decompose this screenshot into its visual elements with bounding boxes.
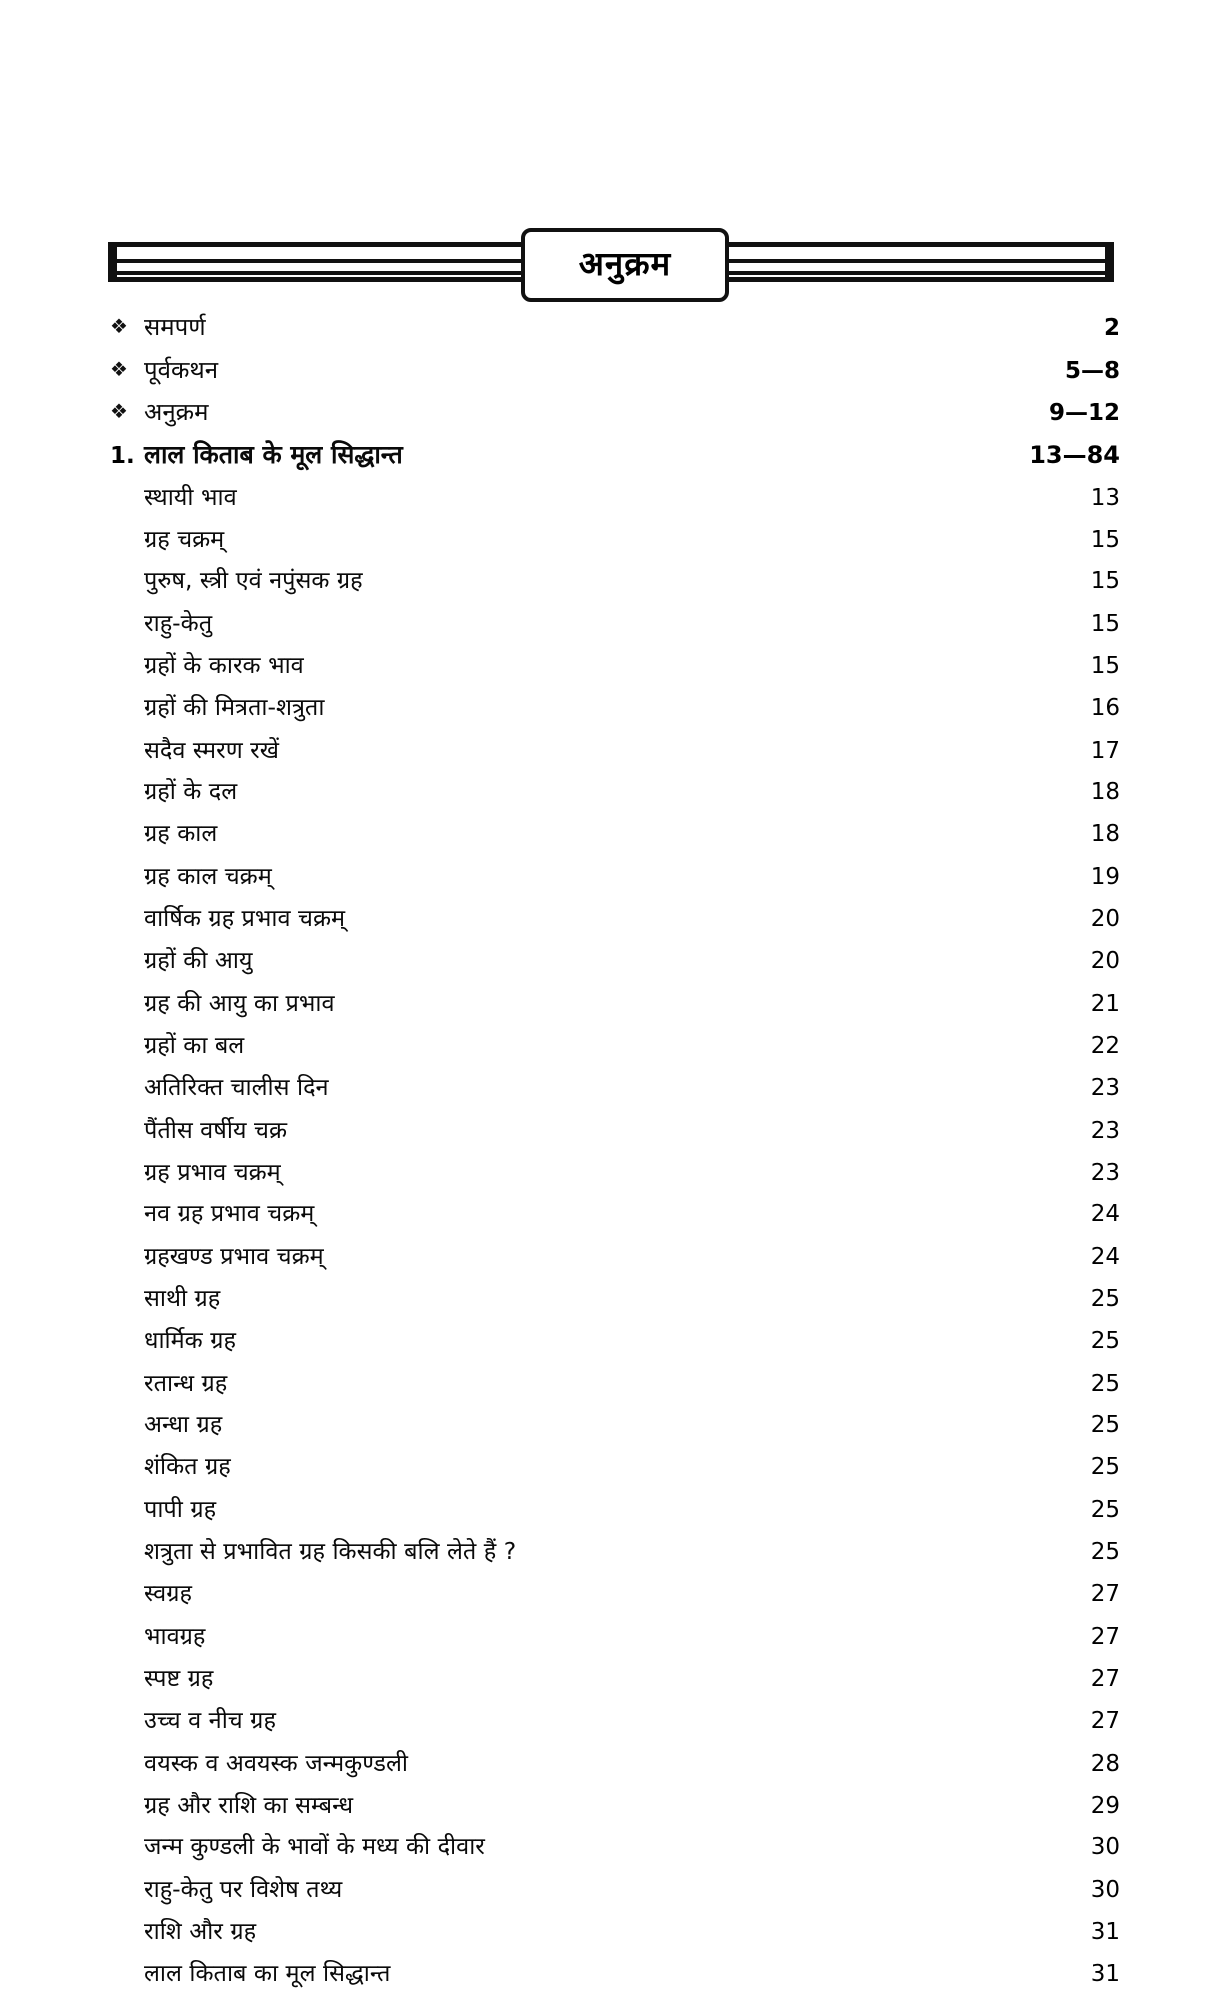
toc-entry-pages: 18 xyxy=(1090,821,1120,847)
toc-entry-pages: 28 xyxy=(1090,1751,1120,1777)
toc-row[interactable] xyxy=(110,1534,1120,1576)
toc-entry-pages: 25 xyxy=(1090,1286,1120,1312)
toc-entry-pages: 13—84 xyxy=(1029,441,1120,469)
toc-row[interactable] xyxy=(110,1028,1120,1070)
page-title: अनुक्रम xyxy=(578,243,672,283)
toc-row[interactable] xyxy=(110,733,1120,774)
toc-entry-pages: 9—12 xyxy=(1048,400,1120,426)
toc-entry-pages: 29 xyxy=(1090,1793,1120,1819)
toc-entry-label[interactable]: वयस्क व अवयस्क जन्मकुण्डली xyxy=(144,1749,408,1777)
toc-entry-label[interactable]: ग्रहों की मित्रता-शत्रुता xyxy=(144,693,325,721)
toc-entry-label[interactable]: ग्रहों के कारक भाव xyxy=(144,651,304,679)
toc-row[interactable] xyxy=(110,437,1120,480)
toc-row[interactable] xyxy=(110,1619,1120,1661)
toc-entry-pages: 23 xyxy=(1090,1075,1120,1101)
toc-entry-pages: 27 xyxy=(1090,1708,1120,1734)
toc-row[interactable] xyxy=(110,1703,1120,1746)
toc-entry-label[interactable]: पुरुष, स्त्री एवं नपुंसक ग्रह xyxy=(144,566,363,594)
table-of-contents xyxy=(110,310,1120,1999)
toc-row[interactable] xyxy=(110,1576,1120,1619)
toc-entry-label[interactable]: अन्धा ग्रह xyxy=(144,1410,223,1438)
toc-row[interactable] xyxy=(110,1449,1120,1492)
toc-row[interactable] xyxy=(110,606,1120,648)
diamond-bullet-icon: ❖ xyxy=(110,399,128,423)
toc-entry-label[interactable]: स्थायी भाव xyxy=(144,483,237,511)
toc-entry-label[interactable]: शत्रुता से प्रभावित ग्रह किसकी बलि लेते हैं ? xyxy=(144,1537,517,1565)
toc-row[interactable] xyxy=(110,1113,1120,1155)
toc-row[interactable] xyxy=(110,1956,1120,1999)
toc-row[interactable] xyxy=(110,310,1120,353)
toc-row[interactable] xyxy=(110,1196,1120,1239)
toc-entry-pages: 31 xyxy=(1090,1919,1120,1945)
toc-entry-pages: 27 xyxy=(1090,1666,1120,1692)
toc-entry-pages: 25 xyxy=(1090,1371,1120,1397)
toc-row[interactable] xyxy=(110,1281,1120,1323)
toc-entry-pages: 24 xyxy=(1090,1244,1120,1270)
toc-entry-label[interactable]: राशि और ग्रह xyxy=(144,1917,257,1945)
toc-entry-pages: 22 xyxy=(1090,1033,1120,1059)
toc-entry-label[interactable]: रतान्ध ग्रह xyxy=(144,1369,228,1397)
toc-row[interactable] xyxy=(110,1366,1120,1407)
toc-row[interactable] xyxy=(110,1239,1120,1281)
toc-entry-pages: 23 xyxy=(1090,1118,1120,1144)
toc-entry-label[interactable]: ग्रहखण्ड प्रभाव चक्रम् xyxy=(144,1242,324,1270)
toc-row[interactable] xyxy=(110,943,1120,986)
toc-row[interactable] xyxy=(110,1492,1120,1534)
toc-entry-pages: 16 xyxy=(1090,695,1120,721)
toc-entry-label[interactable]: धार्मिक ग्रह xyxy=(144,1326,236,1354)
toc-entry-label[interactable]: ग्रह प्रभाव चक्रम् xyxy=(144,1158,281,1186)
toc-entry-pages: 25 xyxy=(1090,1539,1120,1565)
toc-entry-label[interactable]: नव ग्रह प्रभाव चक्रम् xyxy=(144,1199,315,1227)
toc-entry-label[interactable]: साथी ग्रह xyxy=(144,1284,221,1312)
toc-entry-pages: 15 xyxy=(1090,611,1120,637)
toc-entry-label[interactable]: सदैव स्मरण रखें xyxy=(144,736,280,764)
toc-row[interactable] xyxy=(110,1914,1120,1956)
toc-row[interactable] xyxy=(110,690,1120,733)
toc-entry-number: 1. xyxy=(110,443,135,469)
toc-entry-label[interactable]: ग्रहों की आयु xyxy=(144,946,253,974)
toc-entry-pages: 25 xyxy=(1090,1497,1120,1523)
toc-row[interactable] xyxy=(110,774,1120,816)
toc-entry-label[interactable]: समपर्ण xyxy=(144,313,206,341)
banner-cap-right xyxy=(1105,242,1114,282)
toc-entry-label[interactable]: लाल किताब के मूल सिद्धान्त xyxy=(144,440,403,469)
toc-entry-pages: 15 xyxy=(1090,653,1120,679)
toc-entry-pages: 13 xyxy=(1090,485,1120,511)
page-title-box xyxy=(521,228,729,302)
toc-entry-pages: 27 xyxy=(1090,1581,1120,1607)
toc-entry-pages: 2 xyxy=(1103,315,1120,341)
toc-row[interactable] xyxy=(110,1155,1120,1196)
toc-entry-label[interactable]: ग्रह काल xyxy=(144,819,218,847)
toc-row[interactable] xyxy=(110,1407,1120,1449)
diamond-bullet-icon: ❖ xyxy=(110,357,128,381)
toc-row[interactable] xyxy=(110,648,1120,690)
toc-entry-pages: 25 xyxy=(1090,1412,1120,1438)
toc-row[interactable] xyxy=(110,1070,1120,1113)
toc-entry-label[interactable]: ग्रहों के दल xyxy=(144,777,238,805)
toc-entry-pages: 23 xyxy=(1090,1160,1120,1186)
toc-entry-label[interactable]: जन्म कुण्डली के भावों के मध्य की दीवार xyxy=(144,1832,485,1860)
toc-entry-label[interactable]: पापी ग्रह xyxy=(144,1495,217,1523)
toc-entry-label[interactable]: राहु-केतु पर विशेष तथ्य xyxy=(144,1875,343,1903)
toc-entry-label[interactable]: लाल किताब का मूल सिद्धान्त xyxy=(144,1959,391,1987)
toc-entry-label[interactable]: ग्रह चक्रम् xyxy=(144,525,225,553)
toc-row[interactable] xyxy=(110,1829,1120,1872)
toc-entry-pages: 17 xyxy=(1090,738,1120,764)
toc-entry-label[interactable]: अनुक्रम xyxy=(144,398,209,426)
toc-row[interactable] xyxy=(110,1323,1120,1366)
banner-cap-left xyxy=(108,242,117,282)
toc-entry-label[interactable]: ग्रह की आयु का प्रभाव xyxy=(144,989,335,1017)
toc-entry-pages: 25 xyxy=(1090,1454,1120,1480)
chapter-title-banner xyxy=(108,228,1114,294)
toc-row[interactable] xyxy=(110,1746,1120,1788)
toc-row[interactable] xyxy=(110,480,1120,522)
toc-entry-pages: 20 xyxy=(1090,906,1120,932)
toc-row[interactable] xyxy=(110,353,1120,395)
toc-entry-pages: 21 xyxy=(1090,991,1120,1017)
toc-row[interactable] xyxy=(110,1872,1120,1914)
toc-entry-pages: 30 xyxy=(1090,1834,1120,1860)
toc-entry-label[interactable]: भावग्रह xyxy=(144,1622,206,1650)
toc-entry-pages: 27 xyxy=(1090,1624,1120,1650)
toc-entry-label[interactable]: पूर्वकथन xyxy=(144,356,219,384)
toc-row[interactable] xyxy=(110,522,1120,563)
toc-entry-pages: 24 xyxy=(1090,1201,1120,1227)
toc-entry-label[interactable]: अतिरिक्त चालीस दिन xyxy=(144,1073,329,1101)
toc-entry-pages: 15 xyxy=(1090,568,1120,594)
toc-entry-pages: 15 xyxy=(1090,527,1120,553)
toc-entry-label[interactable]: वार्षिक ग्रह प्रभाव चक्रम् xyxy=(144,904,346,932)
toc-row[interactable] xyxy=(110,1788,1120,1829)
toc-entry-pages: 31 xyxy=(1090,1961,1120,1987)
toc-row[interactable] xyxy=(110,859,1120,901)
toc-entry-label[interactable]: उच्च व नीच ग्रह xyxy=(144,1706,276,1734)
toc-row[interactable] xyxy=(110,563,1120,606)
toc-entry-pages: 30 xyxy=(1090,1877,1120,1903)
toc-entry-label[interactable]: ग्रहों का बल xyxy=(144,1031,245,1059)
toc-entry-label[interactable]: ग्रह और राशि का सम्बन्ध xyxy=(144,1791,354,1819)
toc-entry-pages: 20 xyxy=(1090,948,1120,974)
toc-row[interactable] xyxy=(110,395,1120,437)
toc-entry-label[interactable]: शंकित ग्रह xyxy=(144,1452,231,1480)
toc-entry-pages: 19 xyxy=(1090,864,1120,890)
toc-row[interactable] xyxy=(110,901,1120,943)
toc-entry-label[interactable]: स्वग्रह xyxy=(144,1579,192,1607)
toc-entry-label[interactable]: पैंतीस वर्षीय चक्र xyxy=(144,1116,287,1144)
toc-entry-pages: 5—8 xyxy=(1064,358,1120,384)
toc-row[interactable] xyxy=(110,1661,1120,1703)
toc-entry-label[interactable]: ग्रह काल चक्रम् xyxy=(144,862,272,890)
toc-row[interactable] xyxy=(110,816,1120,859)
toc-row[interactable] xyxy=(110,986,1120,1028)
toc-entry-pages: 25 xyxy=(1090,1328,1120,1354)
toc-entry-label[interactable]: राहु-केतु xyxy=(144,609,213,637)
toc-entry-pages: 18 xyxy=(1090,779,1120,805)
diamond-bullet-icon: ❖ xyxy=(110,314,128,338)
toc-entry-label[interactable]: स्पष्ट ग्रह xyxy=(144,1664,214,1692)
